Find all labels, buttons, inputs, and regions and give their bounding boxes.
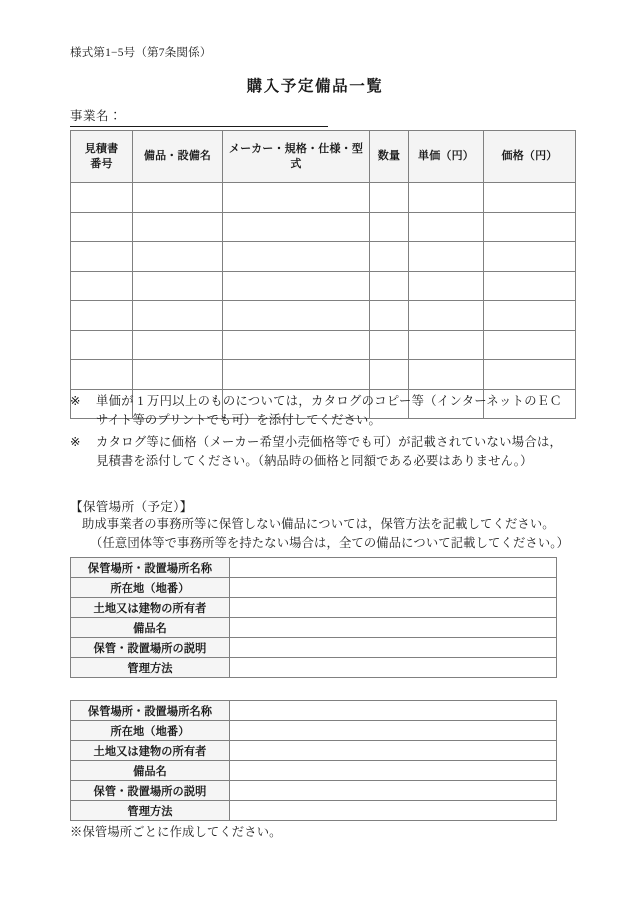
cell-equipment-name[interactable] <box>133 212 223 242</box>
cell-quote-number[interactable] <box>71 330 133 360</box>
row-value-management-method[interactable] <box>230 658 557 678</box>
quote-number-line1: 見積書 <box>84 141 119 155</box>
row-label-owner: 土地又は建物の所有者 <box>71 741 230 761</box>
equipment-table-head <box>71 131 576 183</box>
cell-quantity[interactable] <box>370 360 409 390</box>
cell-quantity[interactable] <box>370 212 409 242</box>
table-row <box>71 658 557 678</box>
table-row <box>71 638 557 658</box>
table-header-row <box>71 131 576 183</box>
note-item <box>70 392 562 431</box>
storage-location-table-2 <box>70 700 557 821</box>
row-value-equipment-name[interactable] <box>230 618 557 638</box>
table-row <box>71 781 557 801</box>
reference-mark-icon: ※ <box>70 434 81 449</box>
notes-list <box>70 392 562 474</box>
row-value-location-name[interactable] <box>230 558 557 578</box>
table-row <box>71 761 557 781</box>
row-value-address[interactable] <box>230 721 557 741</box>
cell-equipment-name[interactable] <box>133 242 223 272</box>
storage-section-heading: 【保管場所（予定）】 <box>70 500 193 514</box>
cell-quantity[interactable] <box>370 183 409 213</box>
row-value-location-description[interactable] <box>230 781 557 801</box>
storage-description-line2: （任意団体等で事務所等を持たない場合は，全ての備品について記載してください。） <box>90 536 570 551</box>
page-title: 購入予定備品一覧 <box>246 78 384 95</box>
cell-price[interactable] <box>484 360 576 390</box>
note-text: 単価が 1 万円以上のものについては，カタログのコピー等（インターネットのＥＣサイト等のプリントでも可）を添付してください。 <box>96 394 562 428</box>
reference-mark-icon: ※ <box>70 394 81 408</box>
storage-location-table-1 <box>70 557 557 678</box>
cell-unit-price[interactable] <box>409 212 484 242</box>
cell-maker-spec-model[interactable] <box>223 212 370 242</box>
row-label-owner: 土地又は建物の所有者 <box>71 598 230 618</box>
equipment-table-body <box>71 183 576 419</box>
column-header-maker-spec-model: メーカー・規格・仕様・型式 <box>223 131 370 183</box>
table-row <box>71 701 557 721</box>
cell-price[interactable] <box>484 242 576 272</box>
cell-equipment-name[interactable] <box>133 183 223 213</box>
cell-maker-spec-model[interactable] <box>223 360 370 390</box>
cell-unit-price[interactable] <box>409 360 484 390</box>
table-row <box>71 212 576 242</box>
cell-unit-price[interactable] <box>409 301 484 331</box>
cell-equipment-name[interactable] <box>133 301 223 331</box>
storage-section-description <box>70 515 570 554</box>
row-label-equipment-name: 備品名 <box>71 618 230 638</box>
table-row <box>71 801 557 821</box>
cell-quantity[interactable] <box>370 242 409 272</box>
table-row <box>71 721 557 741</box>
row-label-equipment-name: 備品名 <box>71 761 230 781</box>
cell-quantity[interactable] <box>370 301 409 331</box>
row-value-management-method[interactable] <box>230 801 557 821</box>
table-row <box>71 618 557 638</box>
cell-unit-price[interactable] <box>409 183 484 213</box>
table-row <box>71 598 557 618</box>
row-value-location-description[interactable] <box>230 638 557 658</box>
row-label-address: 所在地（地番） <box>71 721 230 741</box>
equipment-table <box>70 130 576 419</box>
cell-equipment-name[interactable] <box>133 330 223 360</box>
table-row <box>71 360 576 390</box>
table-row <box>71 558 557 578</box>
table-row <box>71 578 557 598</box>
form-number: 様式第1−5号（第7条関係） <box>70 47 212 59</box>
cell-price[interactable] <box>484 183 576 213</box>
cell-maker-spec-model[interactable] <box>223 242 370 272</box>
row-label-management-method: 管理方法 <box>71 658 230 678</box>
table-row <box>71 301 576 331</box>
quote-number-line2: 番号 <box>90 156 113 170</box>
cell-price[interactable] <box>484 330 576 360</box>
table-row <box>71 242 576 272</box>
column-header-quantity: 数量 <box>370 131 409 183</box>
cell-equipment-name[interactable] <box>133 271 223 301</box>
row-value-equipment-name[interactable] <box>230 761 557 781</box>
row-label-address: 所在地（地番） <box>71 578 230 598</box>
cell-quote-number[interactable] <box>71 301 133 331</box>
cell-quote-number[interactable] <box>71 242 133 272</box>
project-name-field[interactable]: 事業名： <box>70 106 328 127</box>
row-label-location-description: 保管・設置場所の説明 <box>71 638 230 658</box>
row-value-owner[interactable] <box>230 741 557 761</box>
cell-maker-spec-model[interactable] <box>223 183 370 213</box>
column-header-unit-price: 単価（円） <box>409 131 484 183</box>
cell-equipment-name[interactable] <box>133 360 223 390</box>
cell-unit-price[interactable] <box>409 242 484 272</box>
cell-unit-price[interactable] <box>409 330 484 360</box>
cell-quantity[interactable] <box>370 271 409 301</box>
cell-quote-number[interactable] <box>71 183 133 213</box>
cell-price[interactable] <box>484 271 576 301</box>
note-text: カタログ等に価格（メーカー希望小売価格等でも可）が記載されていない場合は，見積書を添付してください。（納品時の価格と同額である必要はありません。） <box>96 434 562 469</box>
cell-quote-number[interactable] <box>71 360 133 390</box>
column-header-quote-number <box>71 131 133 183</box>
table-row <box>71 271 576 301</box>
cell-unit-price[interactable] <box>409 271 484 301</box>
column-header-price: 価格（円） <box>484 131 576 183</box>
cell-quote-number[interactable] <box>71 212 133 242</box>
row-label-management-method: 管理方法 <box>71 801 230 821</box>
row-value-owner[interactable] <box>230 598 557 618</box>
cell-maker-spec-model[interactable] <box>223 330 370 360</box>
row-value-location-name[interactable] <box>230 701 557 721</box>
table-row <box>71 330 576 360</box>
row-label-location-name: 保管場所・設置場所名称 <box>71 558 230 578</box>
footer-note: ※保管場所ごとに作成してください。 <box>70 825 282 839</box>
storage-table-body <box>71 701 557 821</box>
row-label-location-name: 保管場所・設置場所名称 <box>71 701 230 721</box>
table-row <box>71 741 557 761</box>
row-label-location-description: 保管・設置場所の説明 <box>71 781 230 801</box>
table-row <box>71 183 576 213</box>
row-value-address[interactable] <box>230 578 557 598</box>
storage-table-body <box>71 558 557 678</box>
cell-quantity[interactable] <box>370 330 409 360</box>
column-header-equipment-name: 備品・設備名 <box>133 131 223 183</box>
note-item <box>70 433 562 472</box>
storage-description-line1: 助成事業者の事務所等に保管しない備品については，保管方法を記載してください。 <box>82 517 555 531</box>
cell-price[interactable] <box>484 212 576 242</box>
cell-price[interactable] <box>484 301 576 331</box>
cell-maker-spec-model[interactable] <box>223 271 370 301</box>
cell-quote-number[interactable] <box>71 271 133 301</box>
cell-maker-spec-model[interactable] <box>223 301 370 331</box>
